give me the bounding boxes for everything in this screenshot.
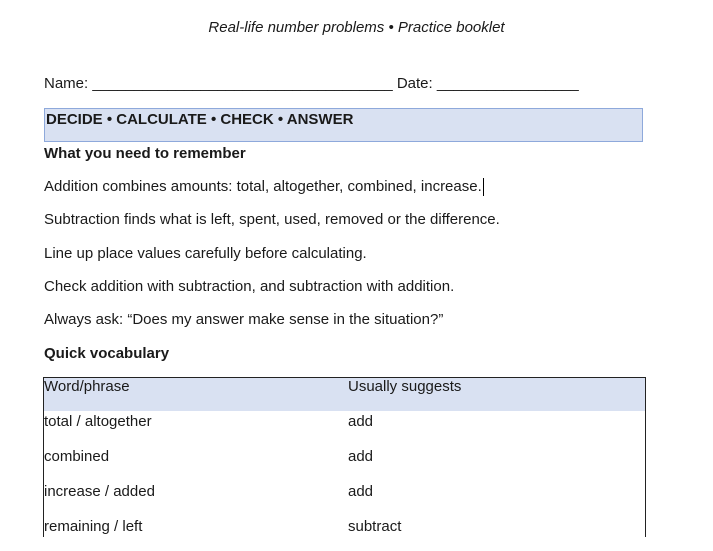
table-cell[interactable]: combined	[44, 448, 110, 465]
remember-point[interactable]: Always ask: “Does my answer make sense in the situation?”	[44, 311, 444, 328]
table-cell[interactable]: add	[348, 413, 374, 430]
table-cell[interactable]: add	[348, 483, 374, 500]
table-row	[43, 411, 646, 446]
table-cell[interactable]: add	[348, 448, 374, 465]
table-row	[43, 446, 646, 481]
table-row	[43, 481, 646, 516]
table-cell[interactable]: remaining / left	[44, 518, 143, 535]
section-banner: DECIDE • CALCULATE • CHECK • ANSWER	[44, 108, 643, 142]
remember-point-text: Addition combines amounts: total, altogether, combined, increase.	[44, 178, 482, 195]
document-header: Real-life number problems • Practice booklet	[208, 19, 505, 36]
text-cursor	[483, 178, 484, 196]
remember-point[interactable]: Line up place values carefully before calculating.	[44, 245, 367, 262]
table-cell[interactable]: subtract	[348, 518, 402, 535]
remember-point[interactable]: Check addition with subtraction, and subtraction with addition.	[44, 278, 455, 295]
name-date-line[interactable]: Name: ____________________________________ Date: _________________	[44, 75, 579, 92]
table-cell[interactable]: total / altogether	[44, 413, 152, 430]
column-header[interactable]: Usually suggests	[348, 378, 462, 395]
column-header[interactable]: Word/phrase	[44, 378, 130, 395]
table-header-row	[43, 377, 646, 411]
vocab-heading: Quick vocabulary	[44, 345, 170, 362]
remember-point[interactable]: Subtraction finds what is left, spent, used, removed or the difference.	[44, 211, 500, 228]
table-cell[interactable]: increase / added	[44, 483, 155, 500]
remember-heading: What you need to remember	[44, 145, 246, 162]
vocab-table	[43, 377, 646, 551]
remember-point[interactable]	[44, 178, 484, 196]
